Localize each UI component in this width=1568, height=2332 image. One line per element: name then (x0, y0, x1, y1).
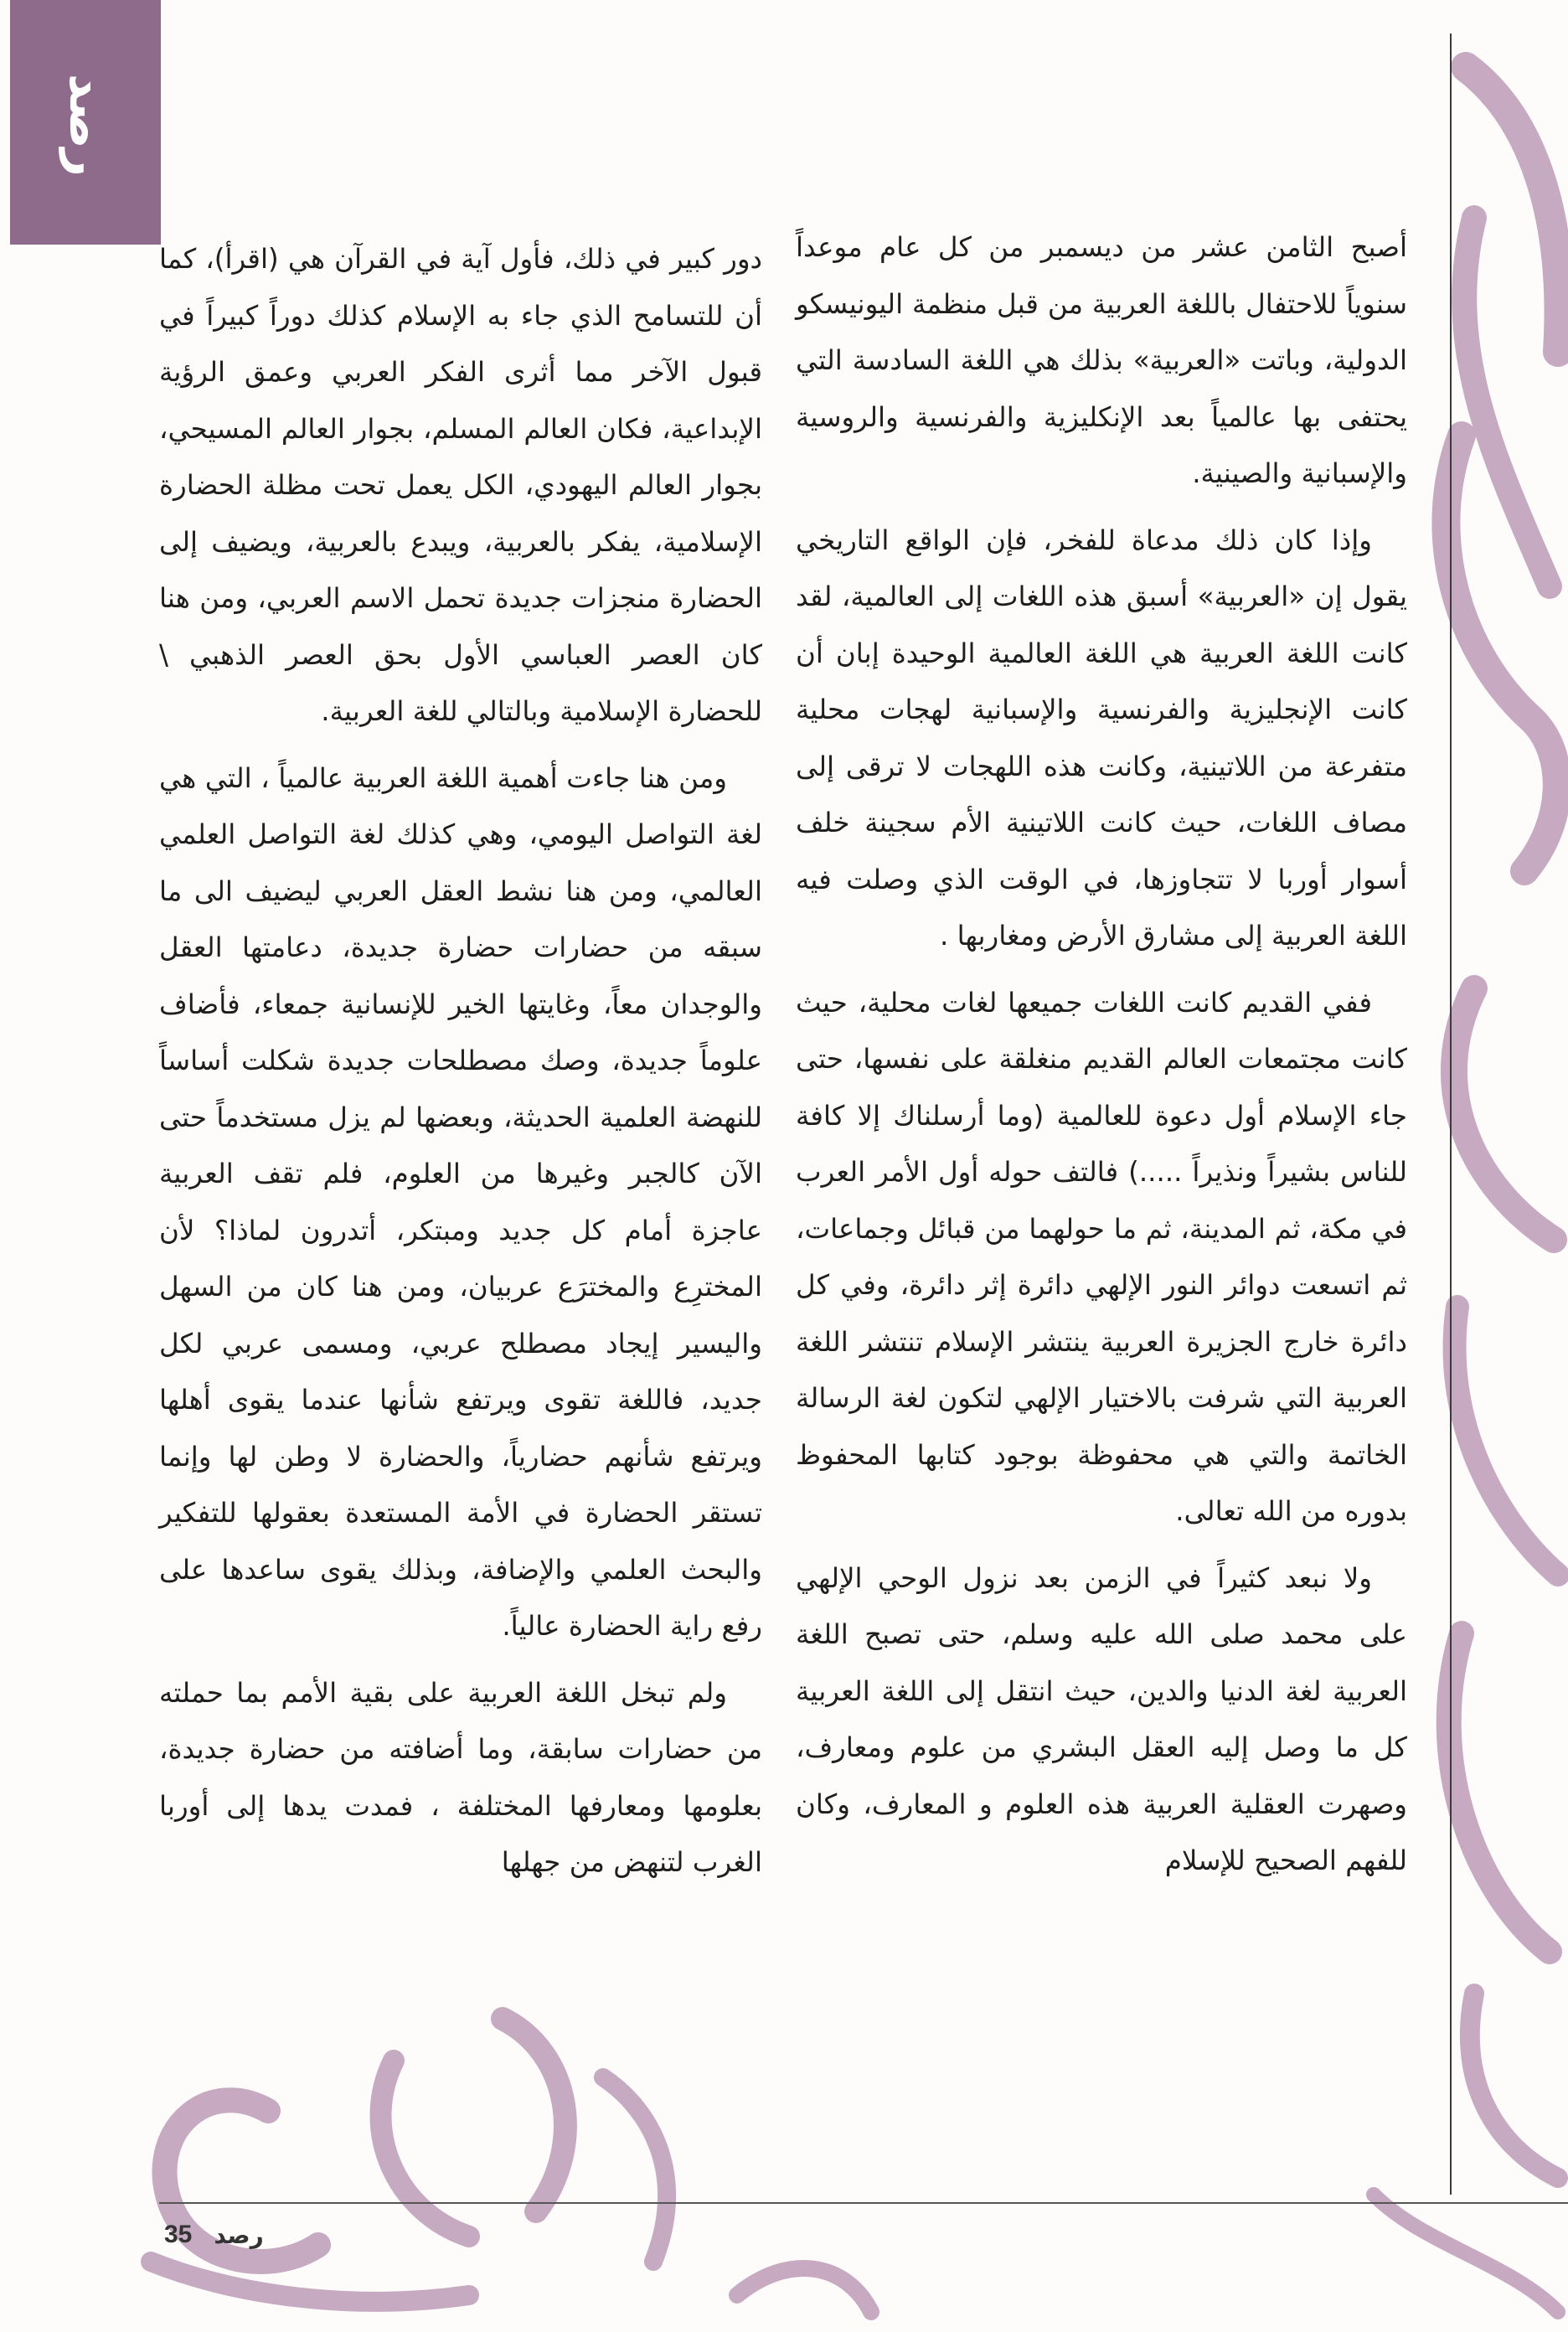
section-tab-label: رصد (59, 73, 116, 177)
page-footer (164, 2216, 264, 2253)
article-paragraph: ففي القديم كانت اللغات جميعها لغات محلية، حيث كانت مجتمعات العالم القديم منغلقة على نفسها، حتى جاء الإسلام أول دعوة للعالمية (وما أرسلناك إلا كافة للناس بشيراً ونذيراً .....) فالتف حوله أول الأمر العرب في مكة، ثم المدينة، ثم ما حولهما من قبائل وجماعات، ثم اتسعت دوائر النور الإلهي دائرة إثر دائرة، وفي كل دائرة خارج الجزيرة العربية ينتشر الإسلام تنتشر اللغة العربية التي شرفت بالاختيار الإلهي لتكون لغة الرسالة الخاتمة والتي هي محفوظة بوجود كتابها المحفوظ بدوره من الله تعالى. (796, 986, 1407, 1527)
article-paragraph: ولم تبخل اللغة العربية على بقية الأمم بما حملته من حضارات سابقة، وما أضافته من حضارة جديدة، بعلومها ومعارفها المختلفة ، فمدت يدها إلى أوربا الغرب لتنهض من جهلها (159, 1676, 762, 1878)
page-number: 35 (164, 2221, 193, 2248)
article-paragraph: أصبح الثامن عشر من ديسمبر من كل عام موعداً سنوياً للاحتفال باللغة العربية من قبل منظمة اليونيسكو الدولية، وباتت «العربية» بذلك هي اللغة السادسة التي يحتفى بها عالمياً بعد الإنكليزية والفرنسية والروسية والإسبانية والصينية. (796, 231, 1407, 489)
column-divider (1450, 34, 1452, 2195)
section-tab (10, 0, 161, 245)
article-paragraph: ومن هنا جاءت أهمية اللغة العربية عالمياً ، التي هي لغة التواصل اليومي، وهي كذلك لغة التواصل العلمي العالمي، ومن هنا نشط العقل العربي ليضيف الى ما سبقه من حضارات حضارة جديدة، دعامتها العقل والوجدان معاً، وغايتها الخير للإنسانية جمعاء، فأضاف علوماً جديدة، وصك مصطلحات جديدة شكلت أساساً للنهضة العلمية الحديثة، وبعضها لم يزل مستخدماً حتى الآن كالجبر وغيرها من العلوم، فلم تقف العربية عاجزة أمام كل جديد ومبتكر، أتدرون لماذا؟ لأن المخترِع والمخترَع عربيان، ومن هنا كان من السهل واليسير إيجاد مصطلح عربي، ومسمى عربي لكل جديد، فاللغة تقوى ويرتفع شأنها عندما يقوى أهلها ويرتفع شأنهم حضارياً، والحضارة لا وطن لها وإنما تستقر الحضارة في الأمة المستعدة بعقولها للتفكير والبحث العلمي والإضافة، وبذلك يقوى ساعدها على رفع راية الحضارة عالياً. (159, 761, 762, 1642)
footer-magazine-name: رصد (214, 2221, 264, 2249)
article-paragraph: ولا نبعد كثيراً في الزمن بعد نزول الوحي الإلهي على محمد صلى الله عليه وسلم، حتى تصبح اللغة العربية لغة الدنيا والدين، حيث انتقل إلى اللغة العربية كل ما وصل إليه العقل البشري من علوم ومعارف، وصهرت العقلية العربية هذه العلوم و المعارف، وكان للفهم الصحيح للإسلام (796, 1561, 1407, 1876)
article-paragraph: وإذا كان ذلك مدعاة للفخر، فإن الواقع التاريخي يقول إن «العربية» أسبق هذه اللغات إلى العالمية، لقد كانت اللغة العربية هي اللغة العالمية الوحيدة إبان أن كانت الإنجليزية والفرنسية والإسبانية لهجات محلية متفرعة من اللاتينية، وكانت هذه اللهجات لا ترقى إلى مصاف اللغات، حيث كانت اللاتينية الأم سجينة خلف أسوار أوربا لا تتجاوزها، في الوقت الذي وصلت فيه اللغة العربية إلى مشارق الأرض ومغاربها . (796, 524, 1407, 952)
article-column-left (159, 231, 762, 1901)
footer-rule (159, 2202, 1568, 2204)
article-paragraph: دور كبير في ذلك، فأول آية في القرآن هي (اقرأ)، كما أن للتسامح الذي جاء به الإسلام كذلك دوراً كبيراً في قبول الآخر مما أثرى الفكر العربي وعمق الرؤية الإبداعية، فكان العالم المسلم، بجوار العالم المسيحي، بجوار العالم اليهودي، الكل يعمل تحت مظلة الحضارة الإسلامية، يفكر بالعربية، ويبدع بالعربية، ويضيف إلى الحضارة منجزات جديدة تحمل الاسم العربي، ومن هنا كان العصر العباسي الأول بحق العصر الذهبي \ للحضارة الإسلامية وبالتالي للغة العربية. (159, 243, 762, 727)
article-column-right (796, 219, 1407, 1900)
